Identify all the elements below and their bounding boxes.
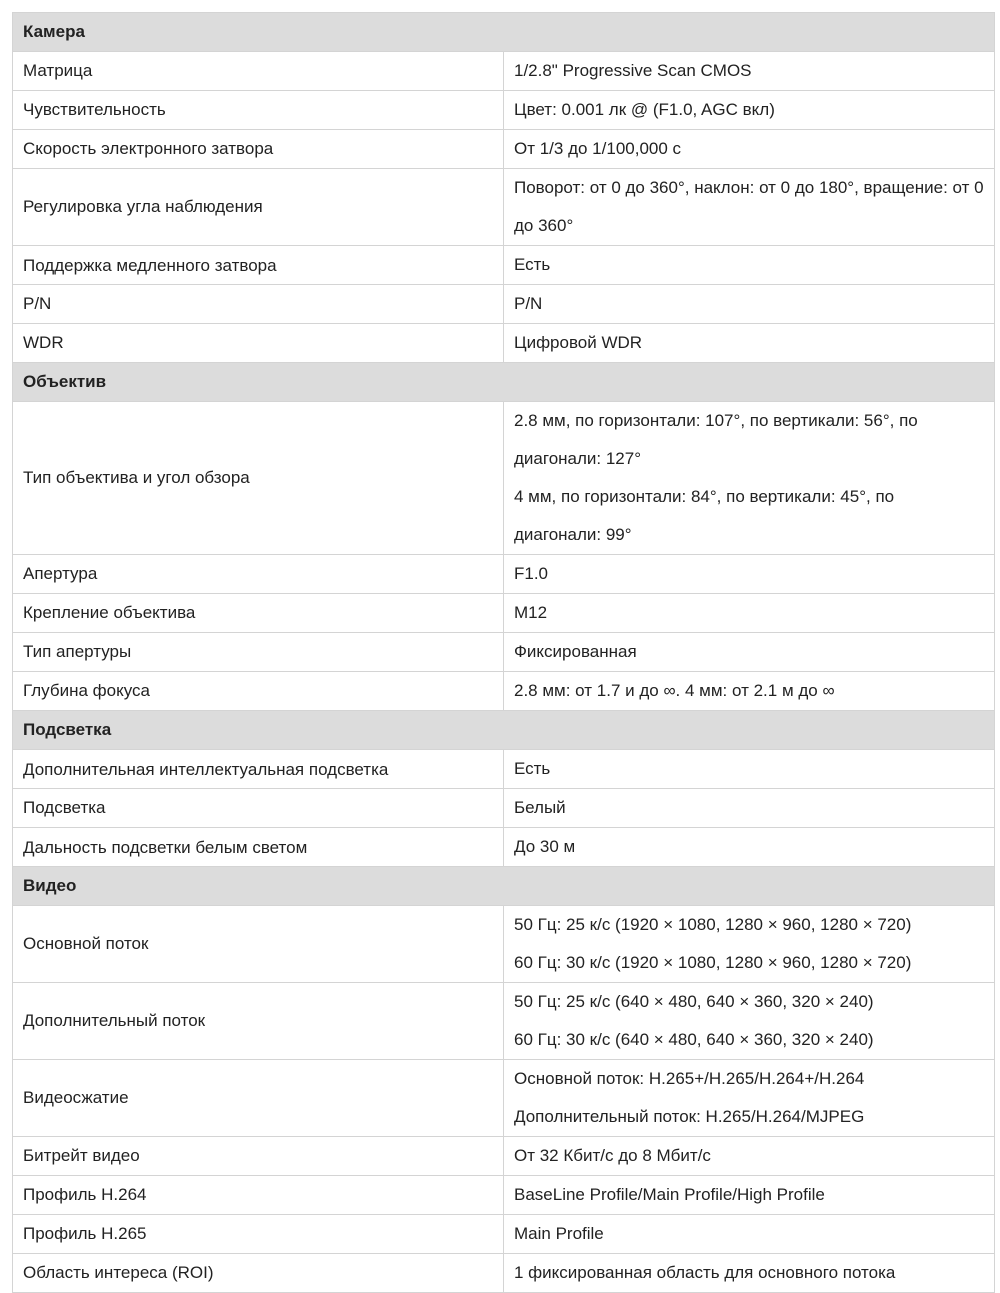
spec-label: Дополнительный поток	[13, 983, 504, 1060]
spec-value: Фиксированная	[514, 642, 637, 661]
spec-label: Подсветка	[13, 789, 504, 828]
spec-label: Поддержка медленного затвора	[13, 246, 504, 285]
spec-label: Регулировка угла наблюдения	[13, 169, 504, 246]
spec-row	[13, 672, 995, 711]
spec-value: Поворот: от 0 до 360°, наклон: от 0 до 180°, вращение: от 0 до 360°	[514, 178, 984, 235]
spec-value: От 32 Кбит/с до 8 Мбит/с	[514, 1146, 711, 1165]
spec-row	[13, 285, 995, 324]
section-header-row	[13, 13, 995, 52]
spec-value: Main Profile	[514, 1224, 604, 1243]
spec-value-cell	[504, 1254, 995, 1293]
spec-value-cell	[504, 1137, 995, 1176]
spec-value-cell	[504, 1060, 995, 1137]
spec-value: От 1/3 до 1/100,000 с	[514, 139, 682, 158]
section-title: Объектив	[13, 363, 995, 402]
spec-value: 60 Гц: 30 к/с (1920 × 1080, 1280 × 960, 1280 × 720)	[514, 953, 912, 972]
spec-label: P/N	[13, 285, 504, 324]
spec-value-cell	[504, 91, 995, 130]
spec-label: Основной поток	[13, 906, 504, 983]
spec-value-cell	[504, 169, 995, 246]
spec-row	[13, 594, 995, 633]
spec-value-cell	[504, 828, 995, 867]
spec-row	[13, 246, 995, 285]
spec-value: 50 Гц: 25 к/с (640 × 480, 640 × 360, 320 × 240)	[514, 992, 874, 1011]
spec-value-cell	[504, 1215, 995, 1254]
spec-label: Битрейт видео	[13, 1137, 504, 1176]
spec-value: Белый	[514, 798, 566, 817]
spec-label: Видеосжатие	[13, 1060, 504, 1137]
spec-value: F1.0	[514, 564, 549, 583]
spec-value: M12	[514, 603, 548, 622]
spec-row	[13, 906, 995, 983]
spec-value: Цифровой WDR	[514, 333, 643, 352]
spec-value-cell	[504, 906, 995, 983]
spec-row	[13, 633, 995, 672]
spec-label: Крепление объектива	[13, 594, 504, 633]
spec-value: 1/2.8" Progressive Scan CMOS	[514, 61, 752, 80]
spec-value: P/N	[514, 294, 543, 313]
spec-label: WDR	[13, 324, 504, 363]
spec-row	[13, 324, 995, 363]
section-title: Подсветка	[13, 711, 995, 750]
spec-label: Дополнительная интеллектуальная подсветка	[13, 750, 504, 789]
spec-row	[13, 91, 995, 130]
spec-table	[12, 12, 995, 1293]
spec-row	[13, 1137, 995, 1176]
spec-label: Матрица	[13, 52, 504, 91]
spec-value-cell	[504, 130, 995, 169]
spec-value-cell	[504, 672, 995, 711]
spec-label: Тип апертуры	[13, 633, 504, 672]
spec-value: 1 фиксированная область для основного потока	[514, 1263, 896, 1282]
spec-value: BaseLine Profile/Main Profile/High Profile	[514, 1185, 825, 1204]
spec-row	[13, 1215, 995, 1254]
spec-value-cell	[504, 324, 995, 363]
section-header-row	[13, 363, 995, 402]
spec-row	[13, 983, 995, 1060]
spec-row	[13, 130, 995, 169]
spec-label: Глубина фокуса	[13, 672, 504, 711]
spec-value-cell	[504, 52, 995, 91]
spec-label: Профиль H.264	[13, 1176, 504, 1215]
spec-row	[13, 828, 995, 867]
spec-label: Дальность подсветки белым светом	[13, 828, 504, 867]
spec-value-cell	[504, 594, 995, 633]
spec-row	[13, 555, 995, 594]
spec-value-cell	[504, 555, 995, 594]
spec-value: 2.8 мм, по горизонтали: 107°, по вертикали: 56°, по диагонали: 127°	[514, 411, 918, 468]
spec-row	[13, 169, 995, 246]
spec-value-cell	[504, 983, 995, 1060]
spec-value: Дополнительный поток: H.265/H.264/MJPEG	[514, 1107, 865, 1126]
spec-row	[13, 750, 995, 789]
spec-value: Есть	[514, 255, 551, 274]
spec-value-cell	[504, 633, 995, 672]
section-title: Камера	[13, 13, 995, 52]
section-header-row	[13, 711, 995, 750]
spec-value: Цвет: 0.001 лк @ (F1.0, AGC вкл)	[514, 100, 775, 119]
spec-label: Апертура	[13, 555, 504, 594]
spec-row	[13, 52, 995, 91]
spec-row	[13, 1060, 995, 1137]
spec-label: Область интереса (ROI)	[13, 1254, 504, 1293]
spec-value: 2.8 мм: от 1.7 и до ∞. 4 мм: от 2.1 м до ∞	[514, 681, 835, 700]
spec-value-cell	[504, 750, 995, 789]
spec-label: Скорость электронного затвора	[13, 130, 504, 169]
spec-label: Чувствительность	[13, 91, 504, 130]
section-header-row	[13, 867, 995, 906]
spec-value: До 30 м	[514, 837, 576, 856]
spec-value-cell	[504, 789, 995, 828]
spec-row	[13, 789, 995, 828]
spec-value: 50 Гц: 25 к/с (1920 × 1080, 1280 × 960, 1280 × 720)	[514, 915, 912, 934]
spec-label: Тип объектива и угол обзора	[13, 402, 504, 555]
spec-value-cell	[504, 1176, 995, 1215]
spec-table-body	[13, 13, 995, 1293]
spec-row	[13, 1176, 995, 1215]
spec-value-cell	[504, 285, 995, 324]
spec-value: Основной поток: H.265+/H.265/H.264+/H.264	[514, 1069, 865, 1088]
section-title: Видео	[13, 867, 995, 906]
spec-value: Есть	[514, 759, 551, 778]
spec-value: 4 мм, по горизонтали: 84°, по вертикали: 45°, по диагонали: 99°	[514, 487, 895, 544]
spec-label: Профиль H.265	[13, 1215, 504, 1254]
spec-value-cell	[504, 402, 995, 555]
spec-row	[13, 1254, 995, 1293]
spec-value: 60 Гц: 30 к/с (640 × 480, 640 × 360, 320 × 240)	[514, 1030, 874, 1049]
spec-row	[13, 402, 995, 555]
spec-value-cell	[504, 246, 995, 285]
